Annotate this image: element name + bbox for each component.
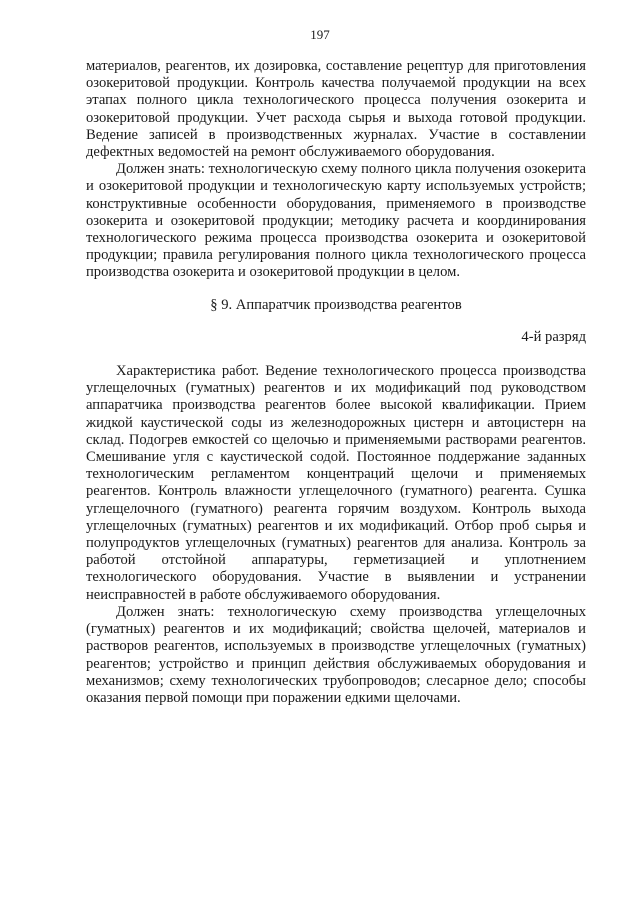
prev-knowledge-paragraph: Должен знать: технологическую схему полного цикла получения озокерита и озокеритовой продукции и технологическую карту используемых устройств; конструктивные особенности оборудования, применяемого в производстве озокерита и озокеритовой продукции; методику расчета и координирования технологического режима процесса производства озокерита и озокеритовой продукции; правила регулирования полного цикла технологического процесса производства озокерита и озокеритовой продукции в целом. — [86, 161, 586, 281]
grade-label: 4-й разряд — [521, 328, 586, 345]
continuation-paragraph: материалов, реагентов, их дозировка, составление рецептур для приготовления озокеритовой продукции. Контроль качества получаемой продукции на всех этапах полного цикла технологического процесса получения озокерита и озокеритовой продукции. Учет расхода сырья и выхода готовой продукции. Ведение записей в производственных журналах. Участие в составлении дефектных ведомостей на ремонт обслуживаемого оборудования. — [86, 58, 586, 161]
work-description-paragraph: Характеристика работ. Ведение технологического процесса производства углещелочных (гуматных) реагентов и их модификаций под руководством аппаратчика производства реагентов более высокой квалификации. Прием жидкой каустической соды из железнодорожных цистерн и автоцистерн на склад. Подогрев емкостей со щелочью и применяемыми растворами реагентов. Смешивание угля с каустической содой. Постоянное поддержание заданных технологическим регламентом концентраций щелочи и применяемых реагентов. Контроль влажности углещелочного (гуматного) реагента. Сушка углещелочного (гуматного) реагента горячим воздухом. Контроль выхода углещелочных (гуматных) реагентов и их модификаций. Отбор проб сырья и полупродуктов углещелочных (гуматных) реагентов для анализа. Контроль за работой отстойной аппаратуры, герметизацией и уплотнением технологического оборудования. Участие в выявлении и устранении неисправностей в работе обслуживаемого оборудования. — [86, 363, 586, 603]
page-content — [86, 58, 586, 707]
section-title: § 9. Аппаратчик производства реагентов — [210, 296, 462, 313]
knowledge-paragraph: Должен знать: технологическую схему производства углещелочных (гуматных) реагентов и их модификаций; свойства щелочей, материалов и растворов реагентов, используемых в производстве углещелочных (гуматных) реагентов; устройство и принцип действия обслуживаемых оборудования и механизмов; схему технологических трубопроводов; слесарное дело; способы оказания первой помощи при поражении едкими щелочами. — [86, 603, 586, 706]
page-number: 197 — [310, 27, 330, 42]
